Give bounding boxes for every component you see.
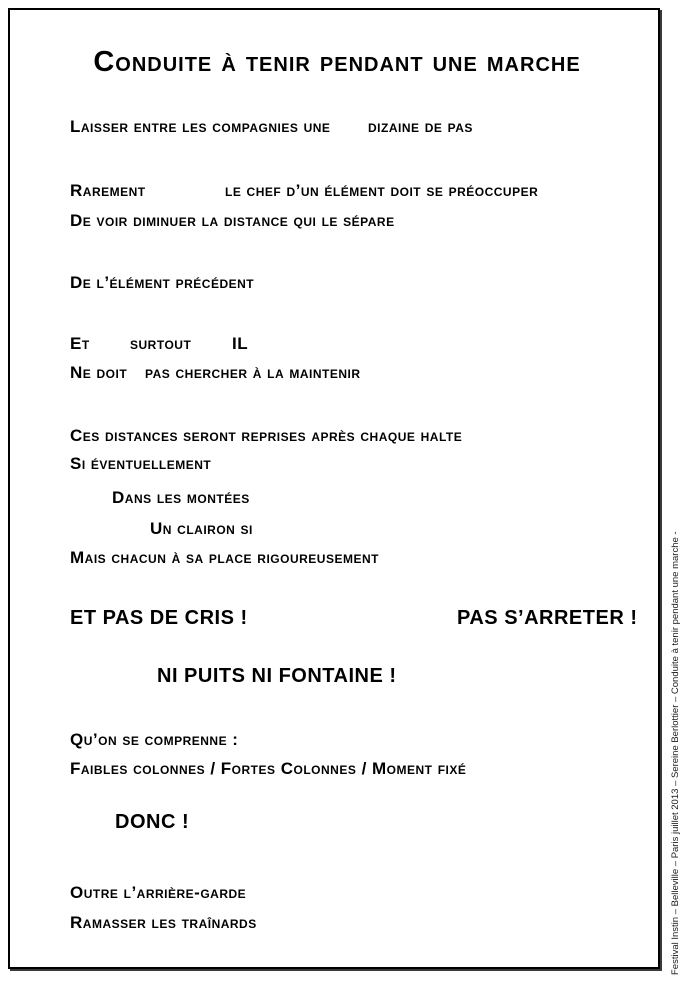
text-line-de-l-element: De l’élément précédent bbox=[70, 273, 255, 292]
text-line-pas-chercher: pas chercher à la maintenir bbox=[145, 363, 361, 382]
text-line-un-clairon: Un clairon si bbox=[150, 519, 253, 538]
margin-caption-vertical: Festival Instin – Belleville – Paris juillet 2013 – Sereine Berlottier – Conduite à tenir pendant une marche - bbox=[670, 531, 681, 975]
text-line-ces-distances: Ces distances seront reprises après chaque halte bbox=[70, 426, 463, 445]
text-line-ni-puits: NI PUITS NI FONTAINE ! bbox=[157, 665, 397, 687]
text-line-outre-arriere-garde: Outre l’arrière-garde bbox=[70, 883, 247, 902]
document-title: Conduite à tenir pendant une marche bbox=[93, 46, 581, 78]
text-line-ramasser: Ramasser les traînards bbox=[70, 913, 257, 932]
text-line-le-chef: le chef d’un élément doit se préoccuper bbox=[225, 181, 539, 200]
text-line-pas-s-arreter: PAS S’ARRETER ! bbox=[457, 607, 638, 629]
text-line-et: Et bbox=[70, 334, 90, 353]
page-border-frame bbox=[8, 8, 660, 969]
text-line-donc: DONC ! bbox=[115, 811, 190, 833]
text-line-dans-les-montees: Dans les montées bbox=[112, 488, 250, 507]
text-line-de-voir: De voir diminuer la distance qui le sépare bbox=[70, 211, 395, 230]
text-line-il: IL bbox=[232, 334, 249, 353]
text-line-et-pas-de-cris: ET PAS DE CRIS ! bbox=[70, 607, 248, 629]
text-line-si-eventuellement: Si éventuellement bbox=[70, 454, 212, 473]
text-line-mais-chacun: Mais chacun à sa place rigoureusement bbox=[70, 548, 379, 567]
text-line-surtout: surtout bbox=[130, 334, 192, 353]
text-line-laisser: Laisser entre les compagnies une bbox=[70, 117, 331, 136]
text-line-qu-on-se-comprenne: Qu’on se comprenne : bbox=[70, 730, 239, 749]
text-line-dizaine: dizaine de pas bbox=[368, 117, 473, 136]
text-line-faibles-colonnes: Faibles colonnes / Fortes Colonnes / Moment fixé bbox=[70, 759, 467, 778]
text-line-ne-doit: Ne doit bbox=[70, 363, 128, 382]
text-line-rarement: Rarement bbox=[70, 181, 146, 200]
